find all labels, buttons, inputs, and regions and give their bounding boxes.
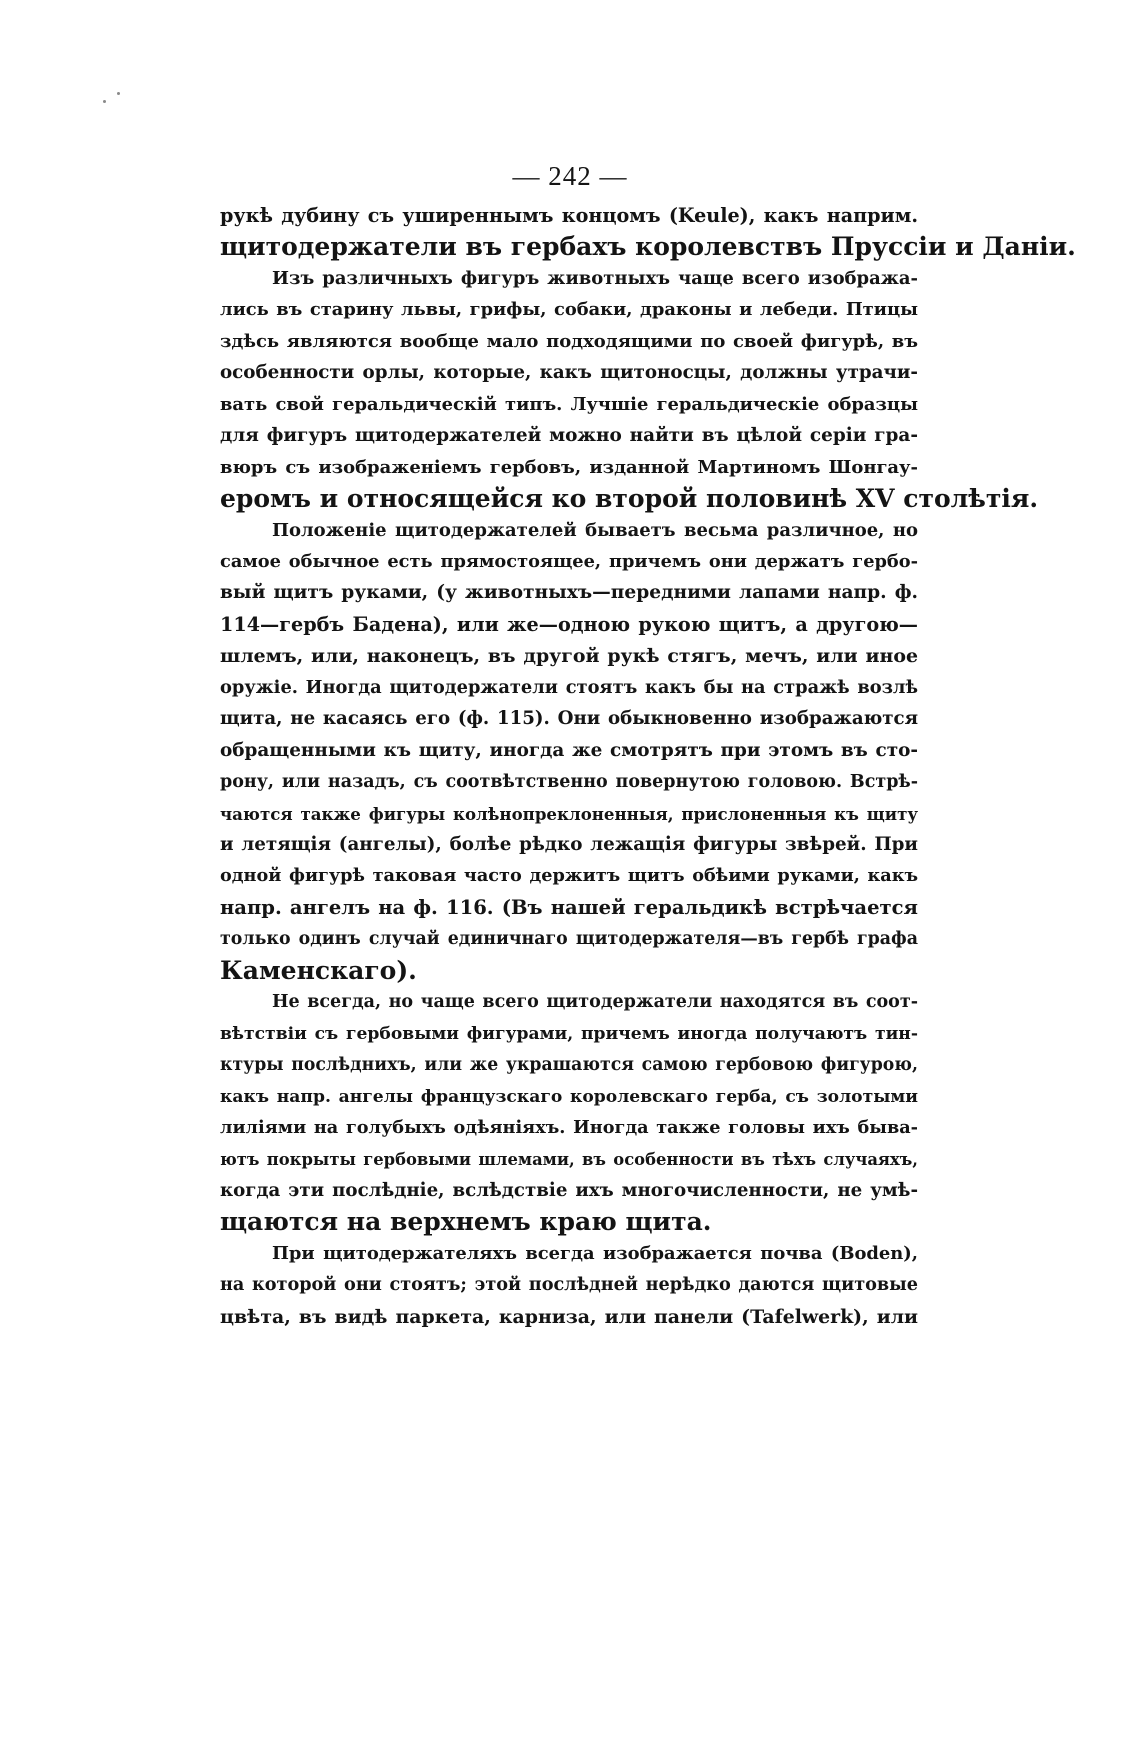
text-line: здѣсь являются вообще мало подходящими по своей фигурѣ, въ	[220, 330, 918, 352]
text-line: лиліями на голубыхъ одѣяніяхъ. Иногда также головы ихъ быва-	[220, 1117, 918, 1139]
text-line: При щитодержателяхъ всегда изображается почва (Boden),	[272, 1242, 918, 1264]
text-line: щита, не касаясь его (ф. 115). Они обыкновенно изображаются	[220, 708, 918, 730]
scan-speck	[103, 100, 106, 103]
text-line: Не всегда, но чаще всего щитодержатели находятся въ соот-	[272, 992, 918, 1013]
text-line: и летящія (ангелы), болѣе рѣдко лежащія фигуры звѣрей. При	[220, 834, 918, 855]
text-line: одной фигурѣ таковая часто держитъ щитъ обѣими руками, какъ	[220, 865, 918, 887]
scan-speck	[117, 92, 120, 95]
text-line: цвѣта, въ видѣ паркета, карниза, или панели (Tafelwerk), или	[220, 1305, 918, 1328]
text-line: обращенными къ щиту, иногда же смотрятъ при этомъ въ сто-	[220, 739, 918, 761]
text-line: ктуры послѣднихъ, или же украшаются самою гербовою фигурою,	[220, 1055, 918, 1076]
text-line: Положеніе щитодержателей бываетъ весьма различное, но	[272, 519, 918, 541]
text-line: когда эти послѣдніе, вслѣдствіе ихъ многочисленности, не умѣ-	[220, 1179, 918, 1201]
text-line: вюръ съ изображеніемъ гербовъ, изданной Мартиномъ Шонгау-	[220, 456, 918, 478]
text-line: для фигуръ щитодержателей можно найти въ цѣлой серіи гра-	[220, 425, 918, 447]
text-line: особенности орлы, которые, какъ щитоносцы, должны утрачи-	[220, 362, 918, 384]
text-line: какъ напр. ангелы французскаго королевскаго герба, съ золотыми	[220, 1086, 918, 1107]
text-line: Изъ различныхъ фигуръ животныхъ чаще всего изобража-	[272, 267, 918, 289]
text-line: ютъ покрыты гербовыми шлемами, въ особенности въ тѣхъ случаяхъ,	[220, 1149, 918, 1169]
text-line: Каменскаго).	[220, 955, 417, 985]
text-line: только одинъ случай единичнаго щитодержателя—въ гербѣ графа	[220, 929, 918, 950]
text-line: рукѣ дубину съ уширеннымъ концомъ (Keule), какъ наприм.	[220, 204, 918, 227]
text-line: 114—гербъ Бадена), или же—одною рукою щитъ, а другою—	[220, 612, 918, 636]
text-line: щитодержатели въ гербахъ королевствъ Пруссіи и Даніи.	[220, 232, 1076, 262]
text-line: щаются на верхнемъ краю щита.	[220, 1207, 712, 1237]
text-line: вать свой геральдическій типъ. Лучшіе геральдическіе образцы	[220, 393, 918, 415]
text-line: самое обычное есть прямостоящее, причемъ они держатъ гербо-	[220, 550, 918, 572]
text-line: оружіе. Иногда щитодержатели стоятъ какъ бы на стражѣ возлѣ	[220, 676, 918, 698]
text-line: вый щитъ руками, (у животныхъ—передними лапами напр. ф.	[220, 582, 918, 604]
text-line: лись въ старину львы, грифы, собаки, драконы и лебеди. Птицы	[220, 299, 918, 321]
text-line: еромъ и относящейся ко второй половинѣ XV столѣтія.	[220, 484, 1039, 514]
text-line: вѣтствіи съ гербовыми фигурами, причемъ иногда получаютъ тин-	[220, 1023, 918, 1044]
page-number: — 242 —	[512, 161, 628, 191]
text-line: шлемъ, или, наконецъ, въ другой рукѣ стягъ, мечъ, или иное	[220, 645, 918, 668]
text-line: чаются также фигуры колѣнопреклоненныя, прислоненныя къ щиту	[220, 803, 918, 824]
text-line: напр. ангелъ на ф. 116. (Въ нашей геральдикѣ встрѣчается	[220, 895, 918, 919]
text-line: рону, или назадъ, съ соотвѣтственно повернутою головою. Встрѣ-	[220, 772, 918, 793]
text-line: на которой они стоятъ; этой послѣдней нерѣдко даются щитовые	[220, 1274, 918, 1296]
